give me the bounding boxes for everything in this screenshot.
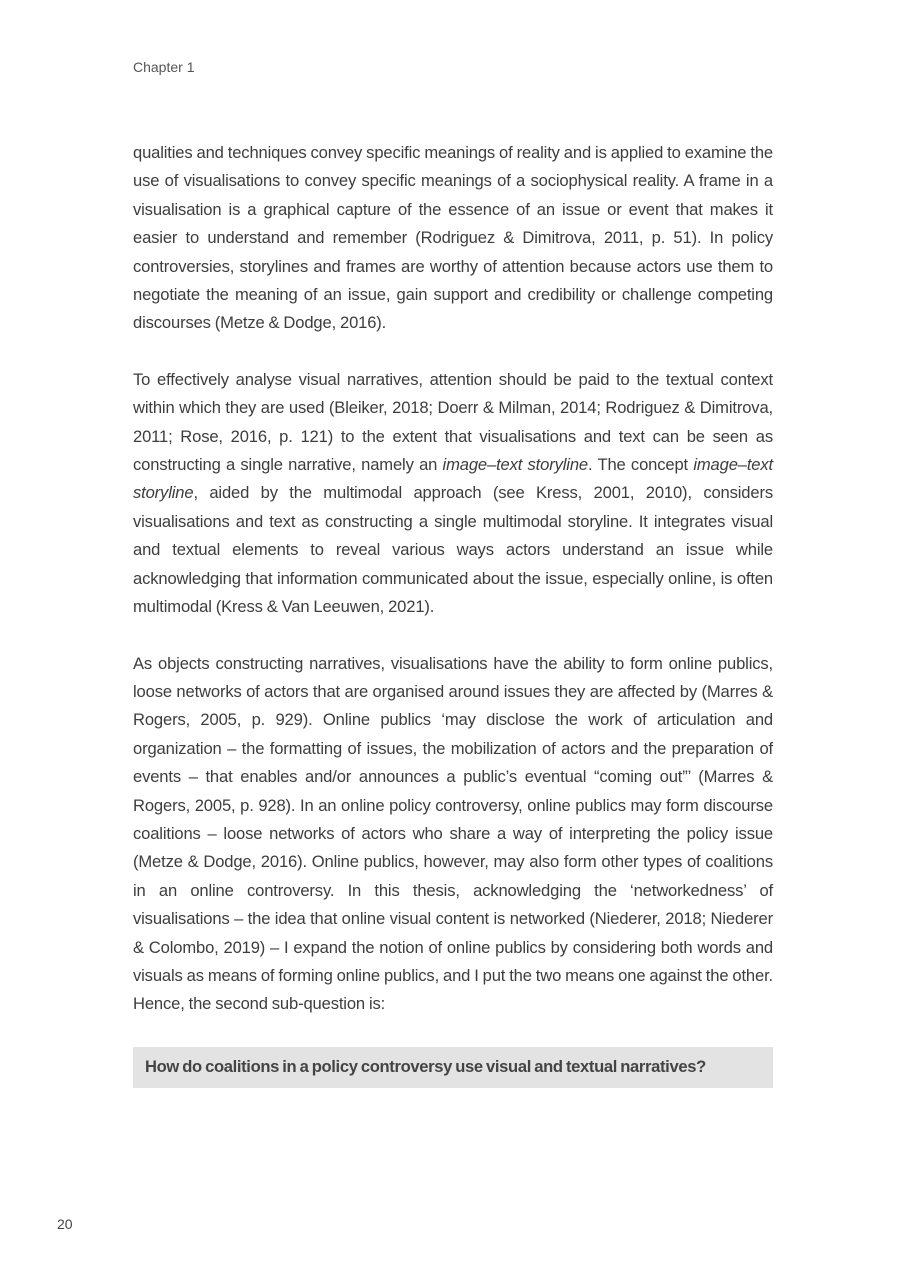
paragraph-2-emphasis-2: image–text storyline — [133, 455, 773, 503]
paragraph-2-emphasis-1: image–text storyline — [442, 455, 588, 475]
paragraph-2 — [133, 366, 773, 622]
paragraph-3: As objects constructing narratives, visualisations have the ability to form online publics, loose networks of actors that are organised around issues they are affected by (Marres & Rogers, 2005, p. 929). Online publics ‘may disclose the work of articulation and organization – the formatting of issues, the mobilization of actors and the preparation of events – that enables and/or announces a public’s eventual “coming out”’ (Marres & Rogers, 2005, p. 928). In an online policy controversy, online publics may form discourse coalitions – loose networks of actors who share a way of interpreting the policy issue (Metze & Dodge, 2016). Online publics, however, may also form other types of coalitions in an online controversy. In this thesis, acknowledging the ‘networkedness’ of visualisations – the idea that online visual content is networked (Niederer, 2018; Niederer & Colombo, 2019) – I expand the notion of online publics by considering both words and visuals as means of forming online publics, and I put the two means one against the other. Hence, the second sub-question is: — [133, 653, 773, 1014]
paragraph-2-part-2: . The concept — [587, 455, 694, 475]
research-question-box: How do coalitions in a policy controversy use visual and textual narratives? — [133, 1047, 773, 1088]
paragraph-2-part-1: To effectively analyse visual narratives, attention should be paid to the textual context within which they are used (Bleiker, 2018; Doerr & Milman, 2014; Rodriguez & Dimitrova, 2011; Rose, 2016, p. 121) to the extent that visualisations and text can be seen as constructing a single narrative, namely an — [133, 369, 773, 475]
running-header: Chapter 1 — [133, 59, 195, 75]
body-text — [133, 139, 773, 1088]
paragraph-2-part-3: , aided by the multimodal approach (see Kress, 2001, 2010), considers visualisations and text as constructing a single multimodal storyline. It integrates visual and textual elements to reveal various ways actors understand an issue while acknowledging that information communicated about the issue, especially online, is often multimodal (Kress & Van Leeuwen, 2021). — [133, 483, 773, 617]
page-number: 20 — [57, 1216, 73, 1232]
paragraph-1: qualities and techniques convey specific meanings of reality and is applied to examine the use of visualisations to convey specific meanings of a sociophysical reality. A frame in a visualisation is a graphical capture of the essence of an issue or event that makes it easier to understand and remember (Rodriguez & Dimitrova, 2011, p. 51). In policy controversies, storylines and frames are worthy of attention because actors use them to negotiate the meaning of an issue, gain support and credibility or challenge competing discourses (Metze & Dodge, 2016). — [133, 143, 773, 333]
